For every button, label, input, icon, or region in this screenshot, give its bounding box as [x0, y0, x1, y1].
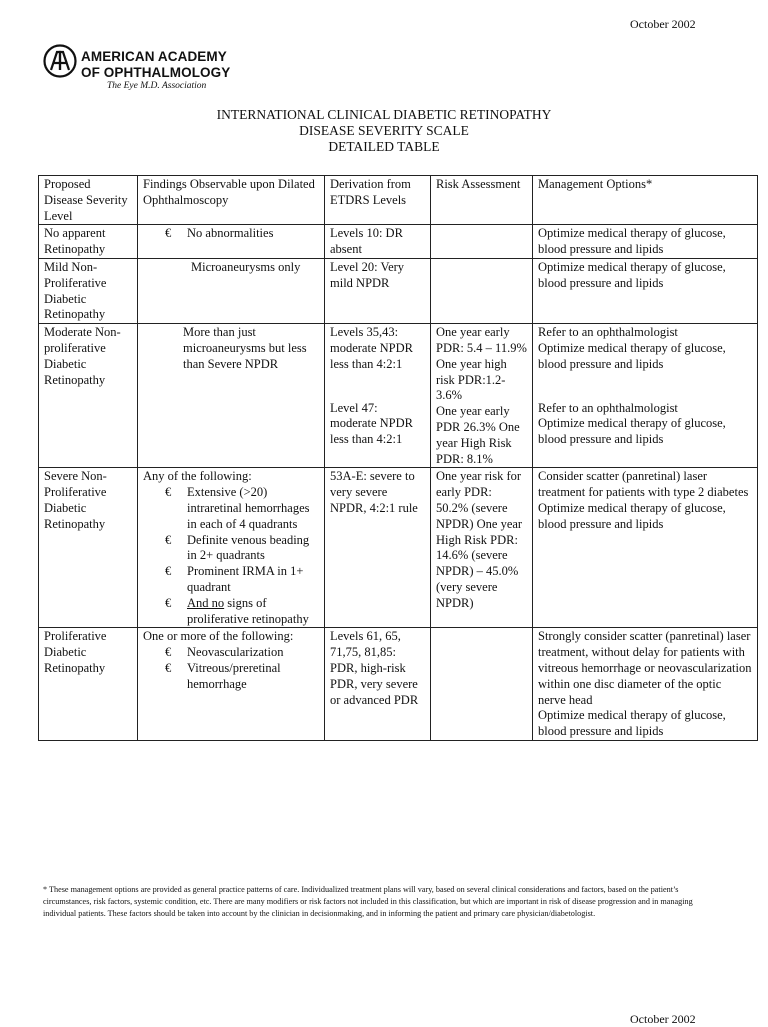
- management-cell: Optimize medical therapy of glucose, blood pressure and lipids: [533, 225, 758, 259]
- management-cell: [533, 324, 758, 468]
- derivation-text: Level 47: moderate NPDR less than 4:2:1: [330, 400, 413, 447]
- risk-cell: [431, 258, 533, 323]
- title-line2: DISEASE SEVERITY SCALE: [299, 123, 469, 138]
- severity-level-cell: No apparent Retinopathy: [39, 225, 138, 259]
- title-line3: DETAILED TABLE: [328, 139, 440, 154]
- bullet-icon: €: [165, 595, 172, 610]
- list-item: [143, 485, 319, 532]
- list-item: [143, 661, 319, 693]
- finding-text: Neovascularization: [187, 645, 284, 660]
- management-text: Refer to an ophthalmologist: [538, 325, 678, 340]
- bullet-icon: €: [165, 485, 172, 500]
- derivation-cell: Levels 10: DR absent: [325, 225, 431, 259]
- risk-text: One year early PDR 26.3% One year High Risk PDR: 8.1%: [436, 404, 520, 466]
- logo-text-line2: OF OPHTHALMOLOGY: [81, 65, 231, 80]
- finding-text: No abnormalities: [187, 226, 274, 241]
- header-cell: Derivation from ETDRS Levels: [325, 176, 431, 225]
- management-text: Optimize medical therapy of glucose, blood pressure and lipids: [538, 340, 726, 371]
- finding-text: signs of proliferative retinopathy: [187, 595, 309, 626]
- findings-list: [143, 485, 319, 627]
- table-row: [39, 324, 758, 468]
- management-cell: [533, 628, 758, 741]
- derivation-cell: [325, 324, 431, 468]
- header-cell: Findings Observable upon Dilated Ophthalmoscopy: [138, 176, 325, 225]
- footnote: * These management options are provided as general practice patterns of care. Individualized treatment plans will vary, based on several clinical considerations and factors, based on the patient’s circumstances, risk factors, systemic condition, etc. There are many modifiers or risk factors not included in this classification, but which are important in risk of disease progression and in managing individual patients. These factors should be taken into account by the clinician in decisionmaking, and in informing the patient and primary care physician/diabetologist.: [43, 885, 693, 919]
- list-item: [143, 564, 319, 596]
- list-item: [143, 533, 319, 565]
- header-cell: Risk Assessment: [431, 176, 533, 225]
- derivation-cell: Level 20: Very mild NPDR: [325, 258, 431, 323]
- bullet-icon: €: [165, 226, 172, 241]
- bullet-icon: €: [165, 645, 172, 660]
- logo-tagline: The Eye M.D. Association: [107, 81, 207, 91]
- aao-logo: [43, 44, 283, 94]
- table-header-row: [39, 176, 758, 225]
- severity-scale-table: [38, 175, 758, 741]
- findings-list: [143, 226, 319, 242]
- management-text: Optimize medical therapy of glucose, blood pressure and lipids: [538, 708, 726, 739]
- table-row: [39, 225, 758, 259]
- date-header: October 2002: [630, 17, 696, 31]
- finding-text: More than just microaneurysms but less than Severe NPDR: [183, 325, 307, 371]
- severity-level-cell: Proliferative Diabetic Retinopathy: [39, 628, 138, 741]
- document-title: [0, 107, 768, 155]
- findings-list: [143, 645, 319, 692]
- finding-text: Microaneurysms only: [191, 259, 301, 274]
- list-item: [143, 596, 319, 628]
- header-cell: Proposed Disease Severity Level: [39, 176, 138, 225]
- finding-underlined-text: And no: [187, 595, 225, 610]
- title-line1: INTERNATIONAL CLINICAL DIABETIC RETINOPATHY: [216, 107, 552, 122]
- finding-text: Vitreous/preretinal hemorrhage: [187, 660, 281, 691]
- severity-level-cell: Mild Non-Proliferative Diabetic Retinopathy: [39, 258, 138, 323]
- header-cell: Management Options*: [533, 176, 758, 225]
- bullet-icon: €: [165, 660, 172, 675]
- date-footer: October 2002: [630, 1012, 696, 1026]
- logo-text-line1: AMERICAN ACADEMY: [81, 49, 227, 64]
- finding-text: Definite venous beading in 2+ quadrants: [187, 532, 310, 563]
- findings-intro: Any of the following:: [143, 469, 252, 484]
- findings-cell: [138, 258, 325, 323]
- table-row: [39, 258, 758, 323]
- management-text: Strongly consider scatter (panretinal) laser treatment, without delay for patients with vitreous hemorrhage or neovascularization within one disc diameter of the optic nerve head: [538, 629, 752, 707]
- management-text: Optimize medical therapy of glucose, blood pressure and lipids: [538, 416, 726, 447]
- table-row: [39, 468, 758, 628]
- aao-logo-mark-icon: [43, 44, 79, 80]
- risk-cell: [431, 324, 533, 468]
- findings-cell: [138, 468, 325, 628]
- severity-level-cell: Severe Non-Proliferative Diabetic Retinopathy: [39, 468, 138, 628]
- findings-cell: [138, 628, 325, 741]
- list-item: [143, 645, 319, 661]
- table-row: [39, 628, 758, 741]
- derivation-text: Levels 35,43: moderate NPDR less than 4:2:1: [330, 325, 413, 371]
- findings-cell: [138, 324, 325, 468]
- risk-cell: [431, 225, 533, 259]
- finding-text: Prominent IRMA in 1+ quadrant: [187, 564, 304, 594]
- bullet-icon: €: [165, 532, 172, 547]
- risk-cell: One year risk for early PDR: 50.2% (severe NPDR) One year High Risk PDR: 14.6% (severe NPDR) – 45.0% (very severe NPDR): [431, 468, 533, 628]
- management-cell: Optimize medical therapy of glucose, blood pressure and lipids: [533, 258, 758, 323]
- list-item: [143, 226, 319, 242]
- management-text: Consider scatter (panretinal) laser treatment for patients with type 2 diabetes: [538, 469, 749, 500]
- severity-level-cell: Moderate Non-proliferative Diabetic Retinopathy: [39, 324, 138, 468]
- management-text: Optimize medical therapy of glucose, blood pressure and lipids: [538, 500, 726, 531]
- bullet-icon: €: [165, 564, 172, 579]
- findings-cell: [138, 225, 325, 259]
- management-text: Refer to an ophthalmologist: [538, 400, 678, 415]
- derivation-cell: Levels 61, 65, 71,75, 81,85: PDR, high-risk PDR, very severe or advanced PDR: [325, 628, 431, 741]
- risk-cell: [431, 628, 533, 741]
- risk-text: One year early PDR: 5.4 – 11.9% One year high risk PDR:1.2-3.6%: [436, 325, 527, 403]
- findings-intro: One or more of the following:: [143, 629, 294, 644]
- derivation-cell: 53A-E: severe to very severe NPDR, 4:2:1 rule: [325, 468, 431, 628]
- management-cell: [533, 468, 758, 628]
- finding-text: Extensive (>20) intraretinal hemorrhages in each of 4 quadrants: [187, 485, 310, 531]
